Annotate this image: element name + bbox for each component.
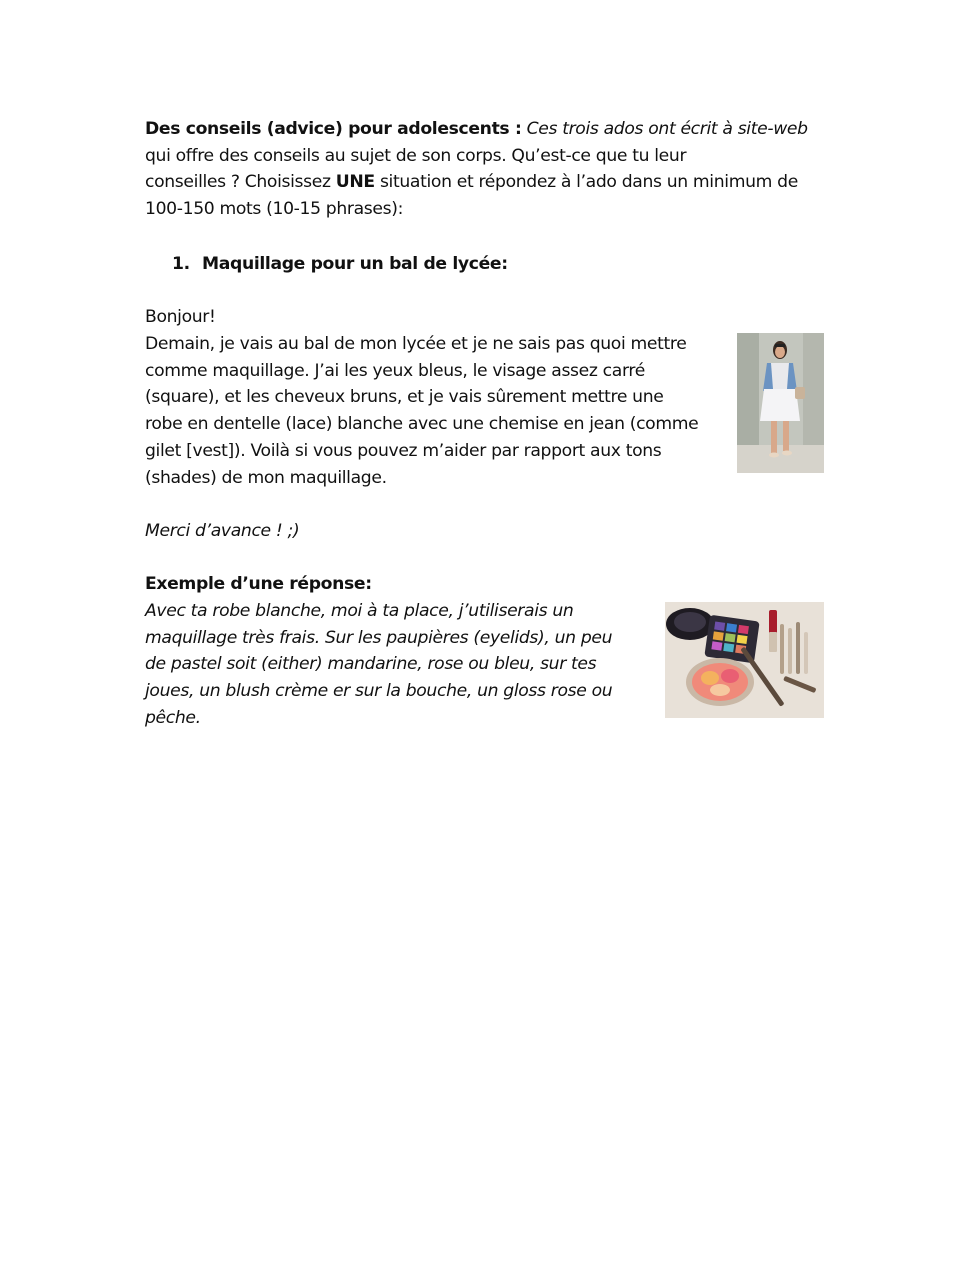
numbered-heading (172, 251, 772, 278)
example-heading: Exemple d’une réponse: (145, 574, 372, 594)
list-number: 1. (172, 254, 190, 274)
intro-line-1-rest: Ces trois ados ont écrit à site-web (521, 119, 808, 139)
letter-line: Demain, je vais au bal de mon lycée et je ne sais pas quoi mettre (145, 334, 687, 354)
heading-title: Maquillage pour un bal de lycée: (202, 254, 508, 274)
answer-line: Avec ta robe blanche, moi à ta place, j’utiliserais un (145, 601, 574, 621)
answer-line: pêche. (145, 707, 201, 728)
photo-makeup-kit (665, 602, 824, 718)
answer-line: de pastel soit (either) mandarine, rose ou bleu, sur tes (145, 654, 597, 675)
letter-body (145, 331, 730, 491)
letter-line: (shades) de mon maquillage. (145, 467, 387, 488)
intro-line-2: qui offre des conseils au sujet de son corps. Qu’est-ce que tu leur (145, 145, 687, 166)
intro-emphasis: UNE (335, 172, 375, 193)
intro-line-3: conseilles ? Choisissez UNE situation et répondez à l’ado dans un minimum de (145, 172, 798, 193)
intro-title: Des conseils (advice) pour adolescents : (145, 119, 522, 139)
intro-line-1 (145, 116, 845, 143)
letter-line: comme maquillage. J’ai les yeux bleus, le visage assez carré (145, 360, 645, 381)
intro-line-4: 100-150 mots (10-15 phrases): (145, 199, 404, 220)
letter-line: robe en dentelle (lace) blanche avec une chemise en jean (comme (145, 414, 699, 435)
letter-greeting: Bonjour! (145, 307, 216, 327)
letter-line: gilet [vest]). Voilà si vous pouvez m’aider par rapport aux tons (145, 440, 662, 461)
makeup-illustration (665, 602, 824, 718)
woman-illustration (737, 333, 824, 473)
answer-line: joues, un blush crème er sur la bouche, un gloss rose ou (145, 681, 613, 702)
answer-line: maquillage très frais. Sur les paupières (eyelids), un peu (145, 627, 613, 648)
intro-paragraph (145, 116, 845, 223)
example-answer (145, 598, 657, 732)
letter-line: (square), et les cheveux bruns, et je vais sûrement mettre une (145, 387, 664, 408)
letter-thanks: Merci d’avance ! ;) (145, 521, 300, 541)
photo-woman-walking (737, 333, 824, 473)
